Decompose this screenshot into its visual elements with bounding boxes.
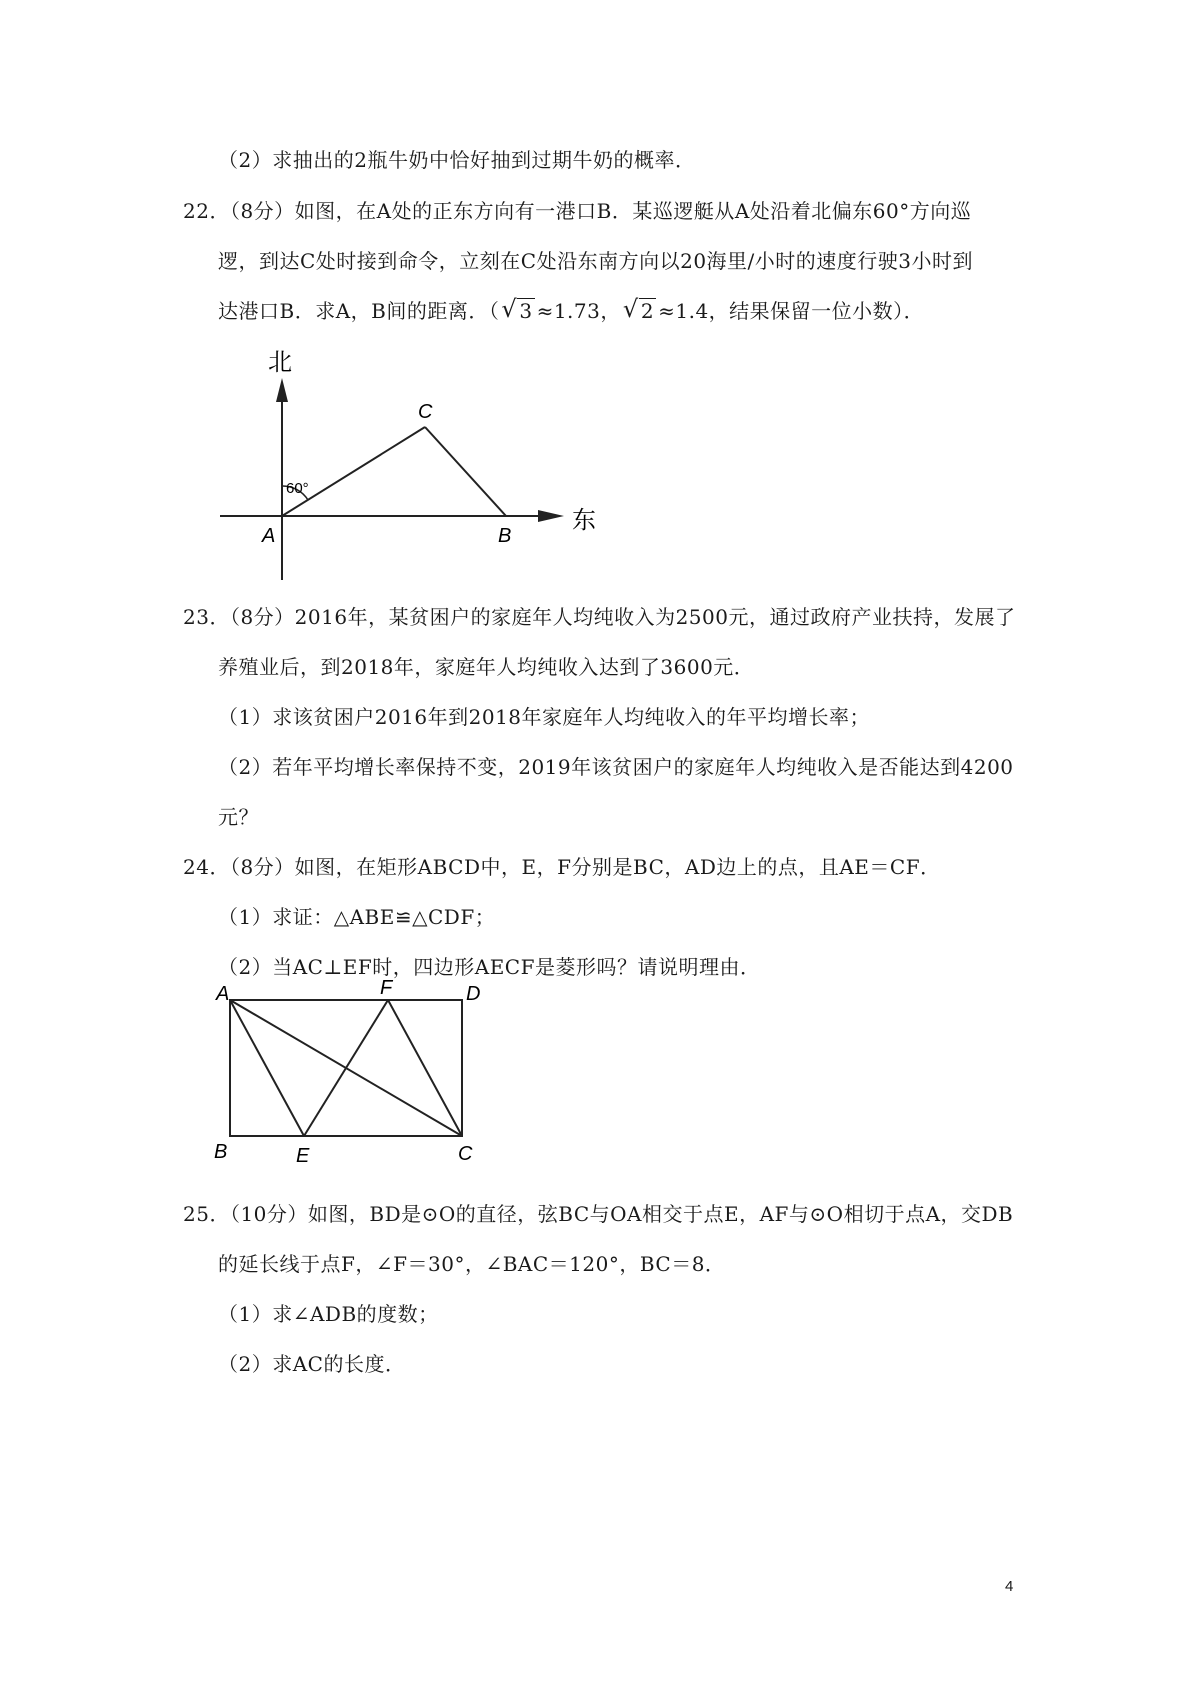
label-angle-60: 60° xyxy=(286,480,309,497)
label-E: E xyxy=(296,1145,310,1167)
q25-part2: （2）求AC的长度． xyxy=(218,1352,406,1376)
q23-part1: （1）求该贫困户2016年到2018年家庭年人均纯收入的年平均增长率； xyxy=(218,705,871,729)
q22-line3-c: ≈1.4，结果保留一位小数）． xyxy=(658,299,925,323)
q24-part1: （1）求证：△ABE≌△CDF； xyxy=(218,905,496,929)
label-D: D xyxy=(466,983,481,1005)
east-arrowhead xyxy=(538,510,564,522)
q22-line1: 22．（8分）如图，在A处的正东方向有一港口B．某巡逻艇从A处沿着北偏东60°方向巡 xyxy=(183,199,972,223)
label-A: A xyxy=(262,525,276,547)
q24-part2: （2）当AC⊥EF时，四边形AECF是菱形吗？请说明理由． xyxy=(218,955,761,979)
segment-AC xyxy=(282,427,425,516)
q23-part2: （2）若年平均增长率保持不变，2019年该贫困户的家庭年人均纯收入是否能达到4200 xyxy=(218,755,1014,779)
sqrt2-value: 2 xyxy=(640,299,655,323)
label-B: B xyxy=(214,1141,228,1163)
q24-figure xyxy=(0,980,1200,1180)
segment-FC xyxy=(388,1000,462,1136)
label-A: A xyxy=(216,983,230,1005)
sqrt3-value: 3 xyxy=(519,299,533,323)
q23-part2-cont: 元？ xyxy=(218,805,259,829)
q21-part2: （2）求抽出的2瓶牛奶中恰好抽到过期牛奶的概率． xyxy=(218,148,696,172)
label-north: 北 xyxy=(268,349,292,376)
q25-line2: 的延长线于点F，∠F＝30°，∠BAC＝120°，BC＝8． xyxy=(218,1252,726,1276)
segment-CB xyxy=(425,427,506,516)
q25-line1: 25．（10分）如图，BD是⊙O的直径，弦BC与OA相交于点E，AF与⊙O相切于点A，交DB xyxy=(183,1202,1014,1226)
label-east: 东 xyxy=(572,507,596,534)
q23-line2: 养殖业后，到2018年，家庭年人均纯收入达到了3600元． xyxy=(218,655,755,679)
label-C: C xyxy=(458,1143,473,1165)
q24-line1: 24．（8分）如图，在矩形ABCD中，E，F分别是BC，AD边上的点，且AE＝CF． xyxy=(183,855,941,879)
segment-AE xyxy=(230,1000,304,1136)
north-arrowhead xyxy=(276,378,288,402)
q22-figure xyxy=(0,0,1200,600)
page-number: 4 xyxy=(1005,1578,1014,1595)
q25-part1: （1）求∠ADB的度数； xyxy=(218,1302,439,1326)
diagonal-AC xyxy=(230,1000,462,1136)
q23-line1: 23．（8分）2016年，某贫困户的家庭年人均纯收入为2500元，通过政府产业扶持，发展了 xyxy=(183,605,1016,629)
label-F: F xyxy=(380,980,393,999)
q22-line3-b: ≈1.73， xyxy=(536,299,621,323)
q22-line2: 逻，到达C处时接到命令，立刻在C处沿东南方向以20海里/小时的速度行驶3小时到 xyxy=(218,249,974,273)
q22-line3-a: 达港口B．求A，B间的距离．（ xyxy=(218,299,500,323)
label-B: B xyxy=(498,525,512,547)
label-C: C xyxy=(418,401,433,423)
